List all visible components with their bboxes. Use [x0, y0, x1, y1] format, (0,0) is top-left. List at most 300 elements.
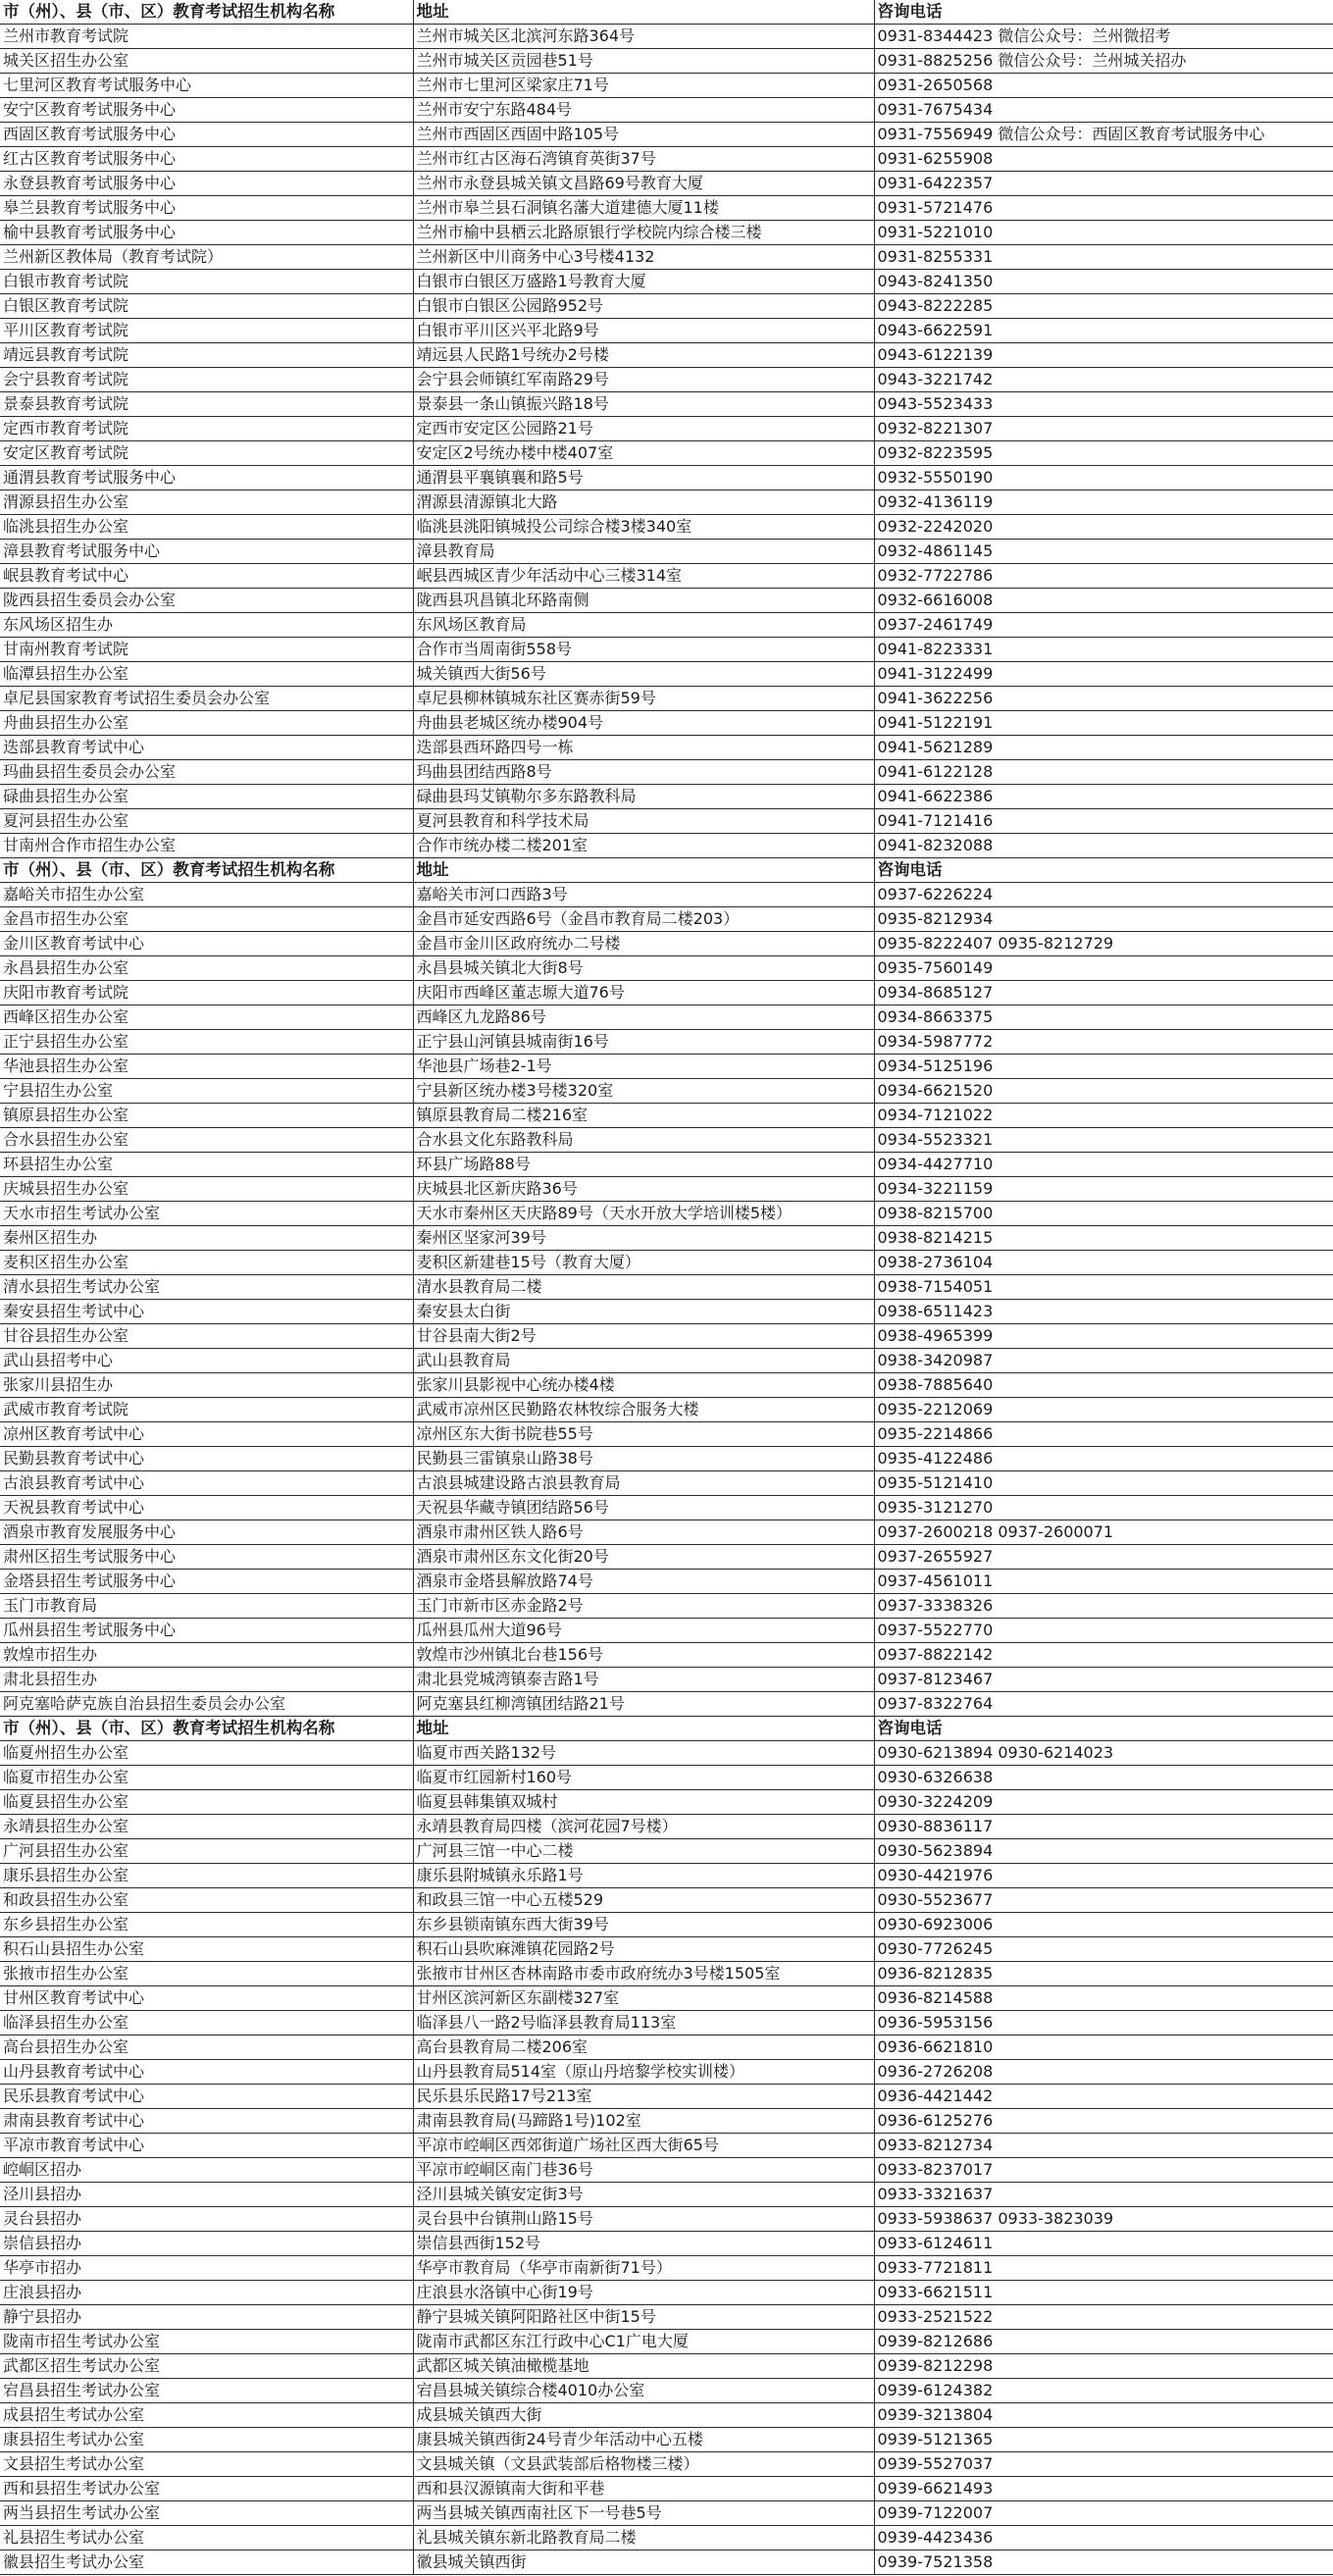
- phone-cell: 0939-7521358: [874, 2550, 1333, 2575]
- address-cell: 卓尼县柳林镇城东社区赛赤街59号: [413, 687, 874, 711]
- address-cell: 阿克塞县红柳湾镇团结路21号: [413, 1692, 874, 1717]
- address-cell: 合作市统办楼二楼201室: [413, 834, 874, 858]
- table-row: [0, 711, 1333, 736]
- institution-name-cell: 武山县招考中心: [0, 1349, 413, 1373]
- table-row: [0, 1913, 1333, 1937]
- table-row: [0, 2501, 1333, 2526]
- phone-cell: 0933-2521522: [874, 2305, 1333, 2330]
- institution-name-cell: 积石山县招生办公室: [0, 1937, 413, 1962]
- institution-name-cell: 康县招生考试办公室: [0, 2428, 413, 2452]
- table-row: [0, 834, 1333, 858]
- address-cell: 东乡县锁南镇东西大街39号: [413, 1913, 874, 1937]
- table-row: [0, 1839, 1333, 1864]
- address-cell: 肃北县党城湾镇泰吉路1号: [413, 1668, 874, 1692]
- phone-cell: 0943-8222285: [874, 294, 1333, 319]
- institution-name-cell: 甘南州合作市招生办公室: [0, 834, 413, 858]
- table-row: [0, 1643, 1333, 1668]
- table-row: [0, 2183, 1333, 2207]
- institution-name-cell: 崇信县招办: [0, 2232, 413, 2256]
- address-cell: 兰州市红古区海石湾镇育英街37号: [413, 147, 874, 172]
- address-cell: 通渭县平襄镇襄和路5号: [413, 466, 874, 490]
- table-row: [0, 1373, 1333, 1398]
- header-address: 地址: [413, 1717, 874, 1741]
- table-row: [0, 1128, 1333, 1153]
- address-cell: 镇原县教育局二楼216室: [413, 1104, 874, 1128]
- table-row: [0, 98, 1333, 123]
- phone-cell: 0931-7675434: [874, 98, 1333, 123]
- institution-name-cell: 红古区教育考试服务中心: [0, 147, 413, 172]
- table-row: [0, 2256, 1333, 2281]
- table-row: [0, 1104, 1333, 1128]
- phone-cell: 0935-7560149: [874, 956, 1333, 981]
- table-row: [0, 907, 1333, 932]
- address-cell: 天祝县华藏寺镇团结路56号: [413, 1496, 874, 1520]
- table-row: [0, 2379, 1333, 2403]
- address-cell: 兰州市城关区贡园巷51号: [413, 49, 874, 74]
- institution-name-cell: 庄浪县招办: [0, 2281, 413, 2305]
- address-cell: 古浪县城建设路古浪县教育局: [413, 1471, 874, 1496]
- table-row: [0, 1986, 1333, 2011]
- address-cell: 酒泉市肃州区东文化街20号: [413, 1545, 874, 1570]
- phone-cell: 0937-2461749: [874, 613, 1333, 638]
- institution-name-cell: 榆中县教育考试服务中心: [0, 221, 413, 245]
- address-cell: 民勤县三雷镇泉山路38号: [413, 1447, 874, 1471]
- address-cell: 舟曲县老城区统办楼904号: [413, 711, 874, 736]
- phone-cell: 0939-8212686: [874, 2330, 1333, 2354]
- address-cell: 秦州区坚家河39号: [413, 1226, 874, 1251]
- table-row: [0, 1398, 1333, 1422]
- institution-name-cell: 康乐县招生办公室: [0, 1864, 413, 1888]
- table-row: [0, 2526, 1333, 2550]
- phone-cell: 0933-7721811: [874, 2256, 1333, 2281]
- address-cell: 高台县教育局二楼206室: [413, 2035, 874, 2060]
- table-row: [0, 49, 1333, 74]
- address-cell: 酒泉市金塔县解放路74号: [413, 1570, 874, 1594]
- table-row: [0, 1079, 1333, 1104]
- address-cell: 张掖市甘州区杏林南路市委市政府统办3号楼1505室: [413, 1962, 874, 1986]
- table-row: [0, 2158, 1333, 2183]
- phone-cell: 0941-6622386: [874, 785, 1333, 809]
- institution-name-cell: 景泰县教育考试院: [0, 392, 413, 417]
- table-row: [0, 1422, 1333, 1447]
- phone-cell: 0932-8221307: [874, 417, 1333, 441]
- table-row: [0, 1888, 1333, 1913]
- phone-cell: 0941-6122128: [874, 760, 1333, 785]
- institution-name-cell: 阿克塞哈萨克族自治县招生委员会办公室: [0, 1692, 413, 1717]
- institution-name-cell: 瓜州县招生考试服务中心: [0, 1619, 413, 1643]
- phone-cell: 0935-3121270: [874, 1496, 1333, 1520]
- address-cell: 安定区2号统办楼中楼407室: [413, 441, 874, 466]
- address-cell: 山丹县教育局514室（原山丹培黎学校实训楼）: [413, 2060, 874, 2085]
- institution-name-cell: 甘州区教育考试中心: [0, 1986, 413, 2011]
- table-row: [0, 2354, 1333, 2379]
- institution-name-cell: 迭部县教育考试中心: [0, 736, 413, 760]
- table-row: [0, 221, 1333, 245]
- address-cell: 临夏市红园新村160号: [413, 1766, 874, 1790]
- table-row: [0, 74, 1333, 98]
- institution-name-cell: 安定区教育考试院: [0, 441, 413, 466]
- table-row: [0, 441, 1333, 466]
- institution-name-cell: 城关区招生办公室: [0, 49, 413, 74]
- institution-name-cell: 临夏州招生办公室: [0, 1741, 413, 1766]
- institution-name-cell: 高台县招生办公室: [0, 2035, 413, 2060]
- institution-name-cell: 卓尼县国家教育考试招生委员会办公室: [0, 687, 413, 711]
- institution-name-cell: 西峰区招生办公室: [0, 1005, 413, 1030]
- phone-cell: 0933-6124611: [874, 2232, 1333, 2256]
- institution-name-cell: 碌曲县招生办公室: [0, 785, 413, 809]
- phone-cell: 0937-8822142: [874, 1643, 1333, 1668]
- institution-name-cell: 肃州区招生考试服务中心: [0, 1545, 413, 1570]
- phone-cell: 0938-7885640: [874, 1373, 1333, 1398]
- phone-cell: 0935-2214866: [874, 1422, 1333, 1447]
- phone-cell: 0938-6511423: [874, 1300, 1333, 1324]
- phone-cell: 0931-8255331: [874, 245, 1333, 270]
- table-row: [0, 123, 1333, 147]
- table-row: [0, 270, 1333, 294]
- phone-cell: 0939-8212298: [874, 2354, 1333, 2379]
- address-cell: 敦煌市沙州镇北台巷156号: [413, 1643, 874, 1668]
- institution-name-cell: 兰州市教育考试院: [0, 25, 413, 49]
- address-cell: 金昌市金川区政府统办二号楼: [413, 932, 874, 956]
- table-row: [0, 687, 1333, 711]
- address-cell: 兰州市城关区北滨河东路364号: [413, 25, 874, 49]
- table-row: [0, 1570, 1333, 1594]
- address-cell: 迭部县西环路四号一栋: [413, 736, 874, 760]
- table-row: [0, 2305, 1333, 2330]
- address-cell: 定西市安定区公园路21号: [413, 417, 874, 441]
- table-row: [0, 589, 1333, 613]
- table-row: [0, 2134, 1333, 2158]
- institution-name-cell: 庆城县招生办公室: [0, 1177, 413, 1202]
- institution-name-cell: 华亭市招办: [0, 2256, 413, 2281]
- address-cell: 永靖县教育局四楼（滨河花园7号楼）: [413, 1815, 874, 1839]
- institution-name-cell: 皋兰县教育考试服务中心: [0, 196, 413, 221]
- header-institution-name: 市（州）、县（市、区）教育考试招生机构名称: [0, 0, 413, 25]
- table-row: [0, 540, 1333, 564]
- phone-cell: 0939-7122007: [874, 2501, 1333, 2526]
- address-cell: 秦安县太白街: [413, 1300, 874, 1324]
- table-row: [0, 1226, 1333, 1251]
- institution-name-cell: 古浪县教育考试中心: [0, 1471, 413, 1496]
- address-cell: 武威市凉州区民勤路农林牧综合服务大楼: [413, 1398, 874, 1422]
- address-cell: 兰州市榆中县栖云北路原银行学校院内综合楼三楼: [413, 221, 874, 245]
- institution-name-cell: 武威市教育考试院: [0, 1398, 413, 1422]
- phone-cell: 0936-5953156: [874, 2011, 1333, 2035]
- table-row: [0, 2330, 1333, 2354]
- table-row: [0, 1815, 1333, 1839]
- institution-name-cell: 民勤县教育考试中心: [0, 1447, 413, 1471]
- institution-name-cell: 漳县教育考试服务中心: [0, 540, 413, 564]
- address-cell: 康乐县附城镇永乐路1号: [413, 1864, 874, 1888]
- table-row: [0, 2428, 1333, 2452]
- address-cell: 临泽县八一路2号临泽县教育局113室: [413, 2011, 874, 2035]
- address-cell: 金昌市延安西路6号（金昌市教育局二楼203）: [413, 907, 874, 932]
- institution-name-cell: 平凉市教育考试中心: [0, 2134, 413, 2158]
- address-cell: 武山县教育局: [413, 1349, 874, 1373]
- phone-cell: 0932-8223595: [874, 441, 1333, 466]
- institution-name-cell: 通渭县教育考试服务中心: [0, 466, 413, 490]
- address-cell: 靖远县人民路1号统办2号楼: [413, 343, 874, 368]
- phone-cell: 0941-8232088: [874, 834, 1333, 858]
- address-cell: 白银市白银区公园路952号: [413, 294, 874, 319]
- address-cell: 兰州市安宁东路484号: [413, 98, 874, 123]
- phone-cell: 0930-6213894 0930-6214023: [874, 1741, 1333, 1766]
- table-row: [0, 172, 1333, 196]
- table-row: [0, 2452, 1333, 2477]
- phone-cell: 0930-6326638: [874, 1766, 1333, 1790]
- address-cell: 庄浪县水洛镇中心街19号: [413, 2281, 874, 2305]
- address-cell: 平凉市崆峒区南门巷36号: [413, 2158, 874, 2183]
- institution-name-cell: 徽县招生考试办公室: [0, 2550, 413, 2575]
- table-row: [0, 343, 1333, 368]
- phone-cell: 0934-8685127: [874, 981, 1333, 1005]
- institution-name-cell: 敦煌市招生办: [0, 1643, 413, 1668]
- address-cell: 清水县教育局二楼: [413, 1275, 874, 1300]
- institution-name-cell: 白银区教育考试院: [0, 294, 413, 319]
- institution-name-cell: 靖远县教育考试院: [0, 343, 413, 368]
- phone-cell: 0934-5125196: [874, 1055, 1333, 1079]
- phone-cell: 0937-8322764: [874, 1692, 1333, 1717]
- address-cell: 宁县新区统办楼3号楼320室: [413, 1079, 874, 1104]
- institution-name-cell: 临潭县招生办公室: [0, 662, 413, 687]
- phone-cell: 0930-5523677: [874, 1888, 1333, 1913]
- table-row: [0, 1937, 1333, 1962]
- phone-cell: 0937-2600218 0937-2600071: [874, 1520, 1333, 1545]
- phone-cell: 0933-8237017: [874, 2158, 1333, 2183]
- address-cell: 静宁县城关镇阿阳路社区中街15号: [413, 2305, 874, 2330]
- institution-name-cell: 华池县招生办公室: [0, 1055, 413, 1079]
- address-cell: 会宁县会师镇红军南路29号: [413, 368, 874, 392]
- phone-cell: 0932-4861145: [874, 540, 1333, 564]
- institution-name-cell: 定西市教育考试院: [0, 417, 413, 441]
- institution-name-cell: 金塔县招生考试服务中心: [0, 1570, 413, 1594]
- address-cell: 玛曲县团结西路8号: [413, 760, 874, 785]
- phone-cell: 0935-8212934: [874, 907, 1333, 932]
- phone-cell: 0931-5721476: [874, 196, 1333, 221]
- address-cell: 兰州市西固区西固中路105号: [413, 123, 874, 147]
- table-row: [0, 1766, 1333, 1790]
- phone-cell: 0941-5122191: [874, 711, 1333, 736]
- phone-cell: 0933-6621511: [874, 2281, 1333, 2305]
- phone-cell: 0934-5987772: [874, 1030, 1333, 1055]
- institution-name-cell: 天水市招生考试办公室: [0, 1202, 413, 1226]
- address-cell: 甘谷县南大街2号: [413, 1324, 874, 1349]
- table-row: [0, 1324, 1333, 1349]
- address-cell: 张家川县影视中心统办楼4楼: [413, 1373, 874, 1398]
- table-row: [0, 319, 1333, 343]
- table-row: [0, 245, 1333, 270]
- address-cell: 正宁县山河镇县城南街16号: [413, 1030, 874, 1055]
- header-institution-name: 市（州）、县（市、区）教育考试招生机构名称: [0, 858, 413, 883]
- table-row: [0, 2232, 1333, 2256]
- institution-name-cell: 甘南州教育考试院: [0, 638, 413, 662]
- institution-name-cell: 广河县招生办公室: [0, 1839, 413, 1864]
- address-cell: 酒泉市肃州区铁人路6号: [413, 1520, 874, 1545]
- institution-name-cell: 秦州区招生办: [0, 1226, 413, 1251]
- institution-name-cell: 泾川县招办: [0, 2183, 413, 2207]
- table-row: [0, 2035, 1333, 2060]
- institution-name-cell: 白银市教育考试院: [0, 270, 413, 294]
- table-row: [0, 1471, 1333, 1496]
- address-cell: 天水市秦州区天庆路89号（天水开放大学培训楼5楼）: [413, 1202, 874, 1226]
- header-phone: 咨询电话: [874, 858, 1333, 883]
- address-cell: 白银市平川区兴平北路9号: [413, 319, 874, 343]
- address-cell: 武都区城关镇油橄榄基地: [413, 2354, 874, 2379]
- table-row: [0, 25, 1333, 49]
- phone-cell: 0939-6621493: [874, 2477, 1333, 2501]
- table-row: [0, 1275, 1333, 1300]
- address-cell: 宕昌县城关镇综合楼4010办公室: [413, 2379, 874, 2403]
- phone-cell: 0939-3213804: [874, 2403, 1333, 2428]
- address-cell: 肃南县教育局(马蹄路1号)102室: [413, 2109, 874, 2134]
- phone-cell: 0941-7121416: [874, 809, 1333, 834]
- table-row: [0, 1349, 1333, 1373]
- table-row: [0, 1030, 1333, 1055]
- phone-cell: 0941-3122499: [874, 662, 1333, 687]
- table-row: [0, 956, 1333, 981]
- address-cell: 瓜州县瓜州大道96号: [413, 1619, 874, 1643]
- phone-cell: 0936-8214588: [874, 1986, 1333, 2011]
- table-row: [0, 1177, 1333, 1202]
- table-row: [0, 490, 1333, 515]
- phone-cell: 0937-6226224: [874, 883, 1333, 907]
- phone-cell: 0934-3221159: [874, 1177, 1333, 1202]
- address-cell: 两当县城关镇西南社区下一号巷5号: [413, 2501, 874, 2526]
- table-row: [0, 1594, 1333, 1619]
- phone-cell: 0931-8825256 微信公众号：兰州城关招办: [874, 49, 1333, 74]
- table-row: [0, 760, 1333, 785]
- address-cell: 碌曲县玛艾镇勒尔多东路教科局: [413, 785, 874, 809]
- table-row: [0, 1545, 1333, 1570]
- phone-cell: 0935-2212069: [874, 1398, 1333, 1422]
- institution-name-cell: 永登县教育考试服务中心: [0, 172, 413, 196]
- address-cell: 临洮县洮阳镇城投公司综合楼3楼340室: [413, 515, 874, 540]
- table-row: [0, 1153, 1333, 1177]
- table-header-row: [0, 1717, 1333, 1741]
- phone-cell: 0935-8222407 0935-8212729: [874, 932, 1333, 956]
- table-row: [0, 1055, 1333, 1079]
- phone-cell: 0938-8215700: [874, 1202, 1333, 1226]
- institution-name-cell: 渭源县招生办公室: [0, 490, 413, 515]
- address-cell: 徽县城关镇西街: [413, 2550, 874, 2575]
- phone-cell: 0932-5550190: [874, 466, 1333, 490]
- phone-cell: 0941-5621289: [874, 736, 1333, 760]
- address-cell: 城关镇西大街56号: [413, 662, 874, 687]
- phone-cell: 0934-4427710: [874, 1153, 1333, 1177]
- phone-cell: 0930-7726245: [874, 1937, 1333, 1962]
- address-cell: 陇南市武都区东江行政中心C1广电大厦: [413, 2330, 874, 2354]
- table-row: [0, 1251, 1333, 1275]
- table-row: [0, 466, 1333, 490]
- phone-cell: 0931-5221010: [874, 221, 1333, 245]
- institution-name-cell: 文县招生考试办公室: [0, 2452, 413, 2477]
- phone-cell: 0931-7556949 微信公众号：西固区教育考试服务中心: [874, 123, 1333, 147]
- table-row: [0, 2550, 1333, 2575]
- institution-name-cell: 崆峒区招办: [0, 2158, 413, 2183]
- institution-name-cell: 安宁区教育考试服务中心: [0, 98, 413, 123]
- table-row: [0, 515, 1333, 540]
- address-cell: 白银市白银区万盛路1号教育大厦: [413, 270, 874, 294]
- institution-name-cell: 玛曲县招生委员会办公室: [0, 760, 413, 785]
- address-cell: 庆阳市西峰区董志塬大道76号: [413, 981, 874, 1005]
- phone-cell: 0934-7121022: [874, 1104, 1333, 1128]
- table-row: [0, 2011, 1333, 2035]
- table-row: [0, 809, 1333, 834]
- phone-cell: 0937-2655927: [874, 1545, 1333, 1570]
- institution-name-cell: 和政县招生办公室: [0, 1888, 413, 1913]
- table-row: [0, 1202, 1333, 1226]
- institution-name-cell: 陇南市招生考试办公室: [0, 2330, 413, 2354]
- institution-name-cell: 舟曲县招生办公室: [0, 711, 413, 736]
- institution-name-cell: 酒泉市教育发展服务中心: [0, 1520, 413, 1545]
- table-row: [0, 883, 1333, 907]
- table-row: [0, 1741, 1333, 1766]
- header-phone: 咨询电话: [874, 0, 1333, 25]
- table-row: [0, 1005, 1333, 1030]
- address-cell: 岷县西城区青少年活动中心三楼314室: [413, 564, 874, 589]
- institution-name-cell: 灵台县招办: [0, 2207, 413, 2232]
- phone-cell: 0943-5523433: [874, 392, 1333, 417]
- table-row: [0, 368, 1333, 392]
- address-cell: 灵台县中台镇荆山路15号: [413, 2207, 874, 2232]
- phone-cell: 0931-2650568: [874, 74, 1333, 98]
- institution-name-cell: 岷县教育考试中心: [0, 564, 413, 589]
- address-cell: 渭源县清源镇北大路: [413, 490, 874, 515]
- table-row: [0, 1300, 1333, 1324]
- phone-cell: 0937-3338326: [874, 1594, 1333, 1619]
- address-cell: 兰州新区中川商务中心3号楼4132: [413, 245, 874, 270]
- table-row: [0, 1864, 1333, 1888]
- address-cell: 环县广场路88号: [413, 1153, 874, 1177]
- phone-cell: 0941-8223331: [874, 638, 1333, 662]
- institution-name-cell: 凉州区教育考试中心: [0, 1422, 413, 1447]
- phone-cell: 0936-2726208: [874, 2060, 1333, 2085]
- phone-cell: 0938-3420987: [874, 1349, 1333, 1373]
- institution-name-cell: 七里河区教育考试服务中心: [0, 74, 413, 98]
- institution-name-cell: 山丹县教育考试中心: [0, 2060, 413, 2085]
- institution-name-cell: 临夏县招生办公室: [0, 1790, 413, 1815]
- address-cell: 漳县教育局: [413, 540, 874, 564]
- phone-cell: 0930-6923006: [874, 1913, 1333, 1937]
- phone-cell: 0937-8123467: [874, 1668, 1333, 1692]
- phone-cell: 0930-5623894: [874, 1839, 1333, 1864]
- phone-cell: 0938-2736104: [874, 1251, 1333, 1275]
- address-cell: 广河县三馆一中心二楼: [413, 1839, 874, 1864]
- address-cell: 东风场区教育局: [413, 613, 874, 638]
- phone-cell: 0930-3224209: [874, 1790, 1333, 1815]
- table-row: [0, 1692, 1333, 1717]
- address-cell: 陇西县巩昌镇北环路南侧: [413, 589, 874, 613]
- institution-name-cell: 临夏市招生办公室: [0, 1766, 413, 1790]
- table-row: [0, 417, 1333, 441]
- table-row: [0, 1668, 1333, 1692]
- phone-cell: 0941-3622256: [874, 687, 1333, 711]
- address-cell: 礼县城关镇东新北路教育局二楼: [413, 2526, 874, 2550]
- institution-name-cell: 镇原县招生办公室: [0, 1104, 413, 1128]
- institution-name-cell: 正宁县招生办公室: [0, 1030, 413, 1055]
- address-cell: 华亭市教育局（华亭市南新街71号）: [413, 2256, 874, 2281]
- institution-name-cell: 武都区招生考试办公室: [0, 2354, 413, 2379]
- institution-name-cell: 夏河县招生办公室: [0, 809, 413, 834]
- phone-cell: 0937-4561011: [874, 1570, 1333, 1594]
- address-cell: 华池县广场巷2-1号: [413, 1055, 874, 1079]
- phone-cell: 0936-4421442: [874, 2085, 1333, 2109]
- phone-cell: 0943-8241350: [874, 270, 1333, 294]
- institution-name-cell: 宁县招生办公室: [0, 1079, 413, 1104]
- table-row: [0, 1520, 1333, 1545]
- phone-cell: 0943-6122139: [874, 343, 1333, 368]
- table-row: [0, 1496, 1333, 1520]
